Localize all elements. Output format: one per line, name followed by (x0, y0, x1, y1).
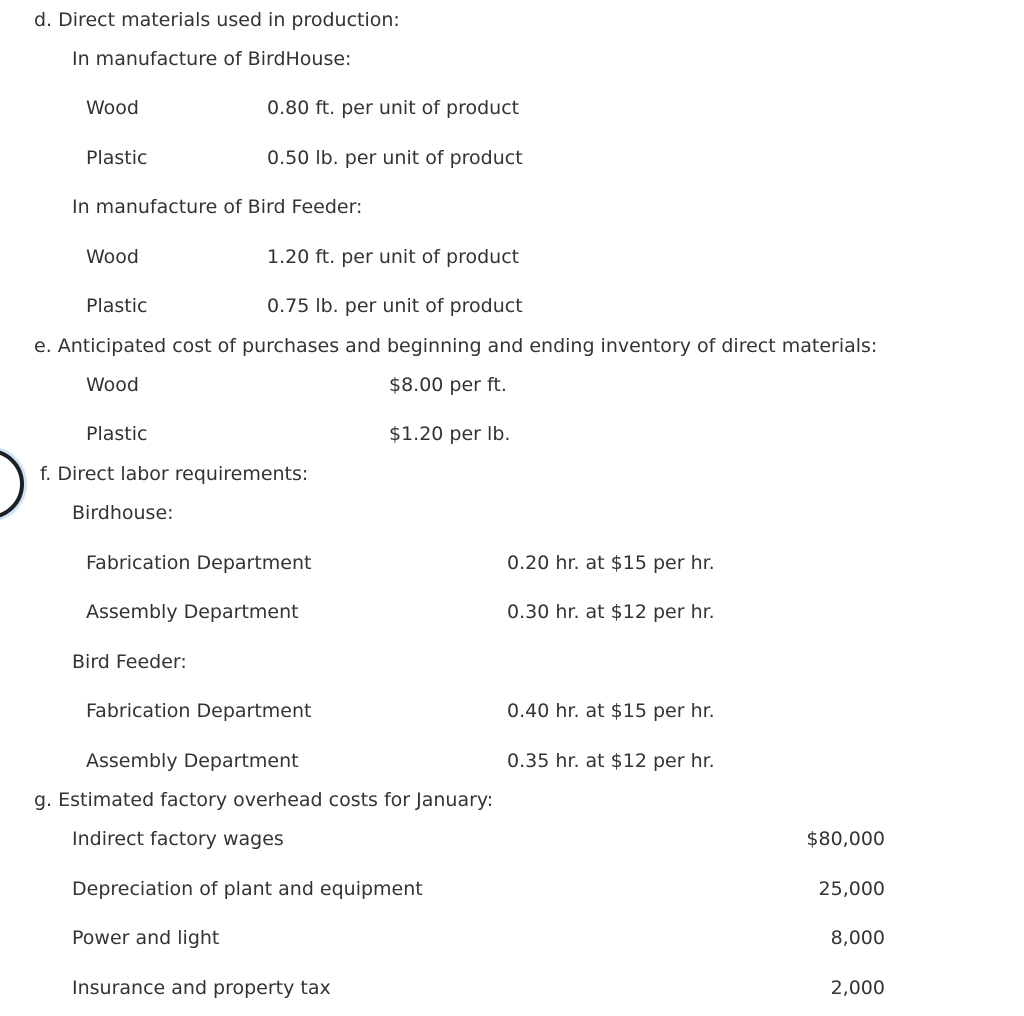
birdhouse-materials-heading: In manufacture of BirdHouse: (72, 48, 352, 70)
overhead-item-label: Indirect factory wages (72, 828, 284, 850)
overhead-item-value: 8,000 (830, 927, 885, 949)
overhead-item-label: Depreciation of plant and equipment (72, 878, 423, 900)
feeder-wood-label: Wood (86, 246, 139, 268)
feeder-assembly-value: 0.35 hr. at $12 per hr. (507, 750, 715, 772)
overhead-item-value: 2,000 (830, 977, 885, 999)
feeder-plastic-value: 0.75 lb. per unit of product (267, 295, 523, 317)
side-nav-circle[interactable] (0, 449, 24, 519)
birdhouse-assembly-label: Assembly Department (86, 601, 299, 623)
plastic-cost-value: $1.20 per lb. (389, 423, 511, 445)
section-d-heading: d. Direct materials used in production: (34, 9, 400, 31)
birdhouse-plastic-value: 0.50 lb. per unit of product (267, 147, 523, 169)
birdhouse-assembly-value: 0.30 hr. at $12 per hr. (507, 601, 715, 623)
plastic-cost-label: Plastic (86, 423, 148, 445)
overhead-item-value: 25,000 (818, 878, 885, 900)
birdhouse-wood-label: Wood (86, 97, 139, 119)
section-e-heading: e. Anticipated cost of purchases and beginning and ending inventory of direct materials: (34, 335, 878, 357)
birdhouse-wood-value: 0.80 ft. per unit of product (267, 97, 520, 119)
birdhouse-fabrication-value: 0.20 hr. at $15 per hr. (507, 552, 715, 574)
feeder-materials-heading: In manufacture of Bird Feeder: (72, 196, 363, 218)
birdhouse-labor-heading: Birdhouse: (72, 502, 174, 524)
feeder-plastic-label: Plastic (86, 295, 148, 317)
feeder-wood-value: 1.20 ft. per unit of product (267, 246, 520, 268)
birdhouse-plastic-label: Plastic (86, 147, 148, 169)
feeder-fabrication-label: Fabrication Department (86, 700, 312, 722)
overhead-item-value: $80,000 (806, 828, 885, 850)
section-g-heading: g. Estimated factory overhead costs for January: (34, 789, 494, 811)
overhead-item-label: Insurance and property tax (72, 977, 331, 999)
section-f-heading: f. Direct labor requirements: (40, 463, 309, 485)
feeder-labor-heading: Bird Feeder: (72, 651, 187, 673)
feeder-fabrication-value: 0.40 hr. at $15 per hr. (507, 700, 715, 722)
overhead-item-label: Power and light (72, 927, 220, 949)
wood-cost-value: $8.00 per ft. (389, 374, 507, 396)
birdhouse-fabrication-label: Fabrication Department (86, 552, 312, 574)
feeder-assembly-label: Assembly Department (86, 750, 299, 772)
wood-cost-label: Wood (86, 374, 139, 396)
